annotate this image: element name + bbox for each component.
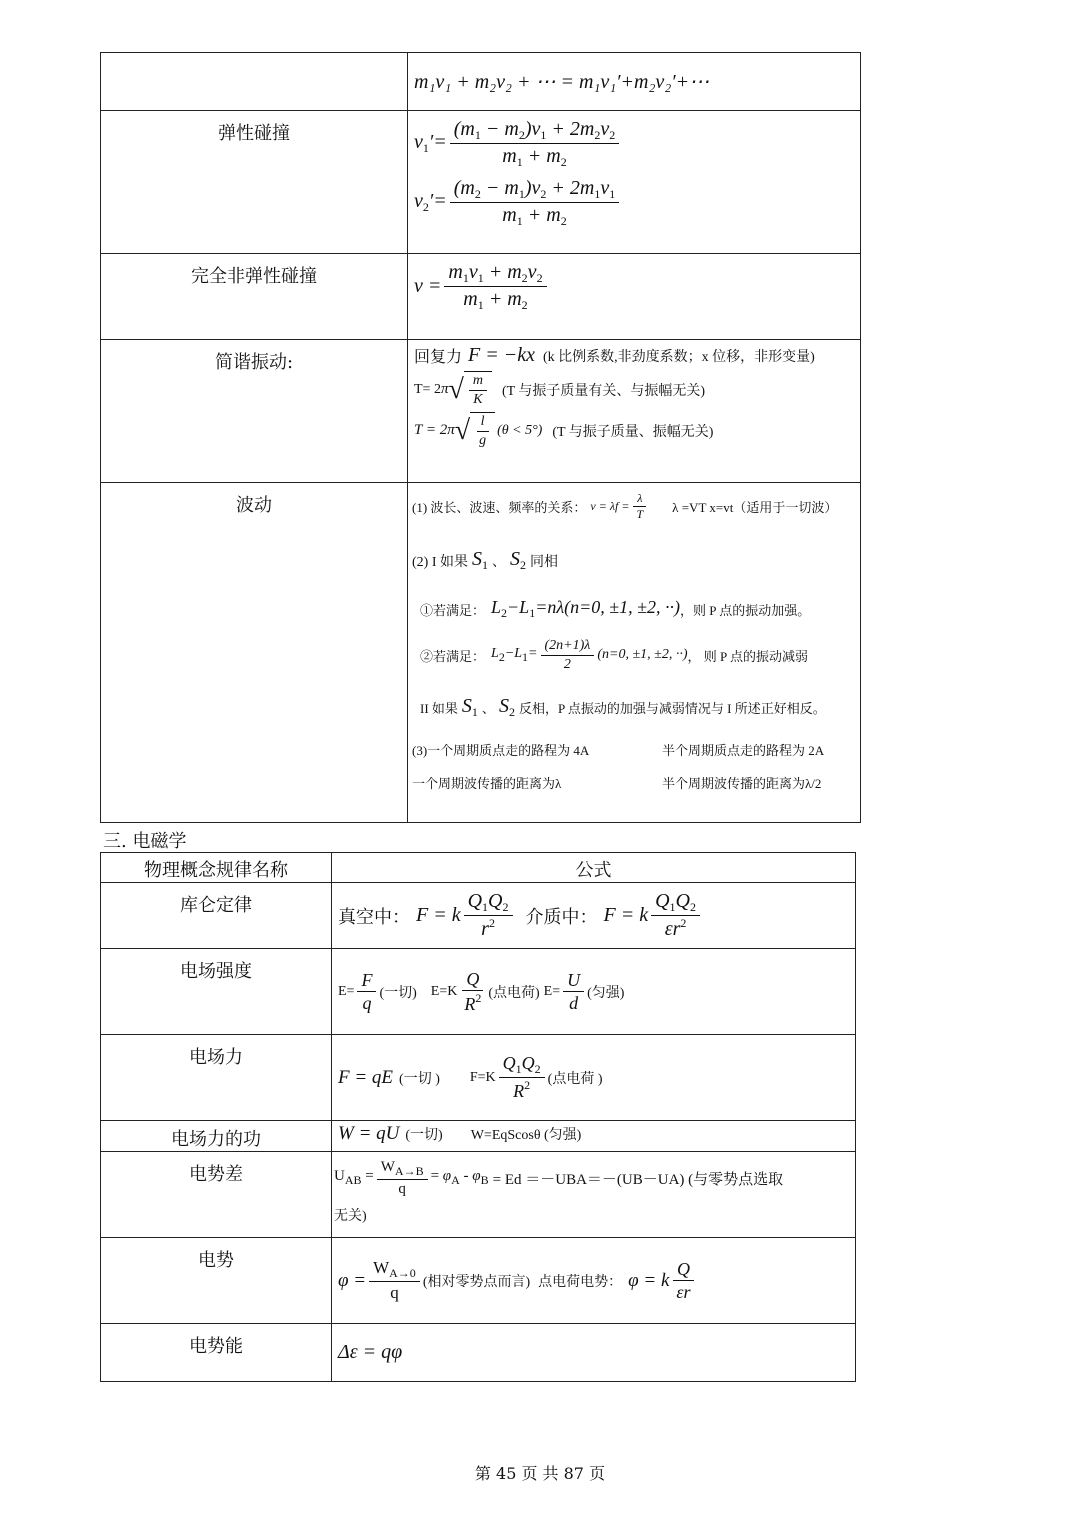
table-row (101, 483, 861, 823)
field-strength-label: 电场强度 (101, 949, 332, 1035)
potential-label: 电势 (101, 1238, 332, 1324)
table-row (101, 1121, 856, 1152)
potential-difference-label: 电势差 (101, 1152, 332, 1238)
field-strength-formula: E= $\frac{F}{q}$ (一切) E=K $\frac{Q}{R^2}$ (点电荷) E= $\frac{U}{d}$ (匀强) (332, 949, 856, 1035)
shm-formulas (408, 340, 861, 483)
inelastic-collision-formula: v = $\frac{m_1v_1 + m_2v_2}{m_1 + m_2}$ (408, 254, 861, 340)
inelastic-collision-label: 完全非弹性碰撞 (101, 254, 408, 340)
table-row (101, 340, 861, 483)
page-footer: 第 45 页 共 87 页 (474, 1464, 606, 1483)
wave-item-3: (3)一个周期质点走的路程为 4A 半个周期质点走的路程为 2A (412, 743, 825, 758)
potential-difference-wrap: 无关) (334, 1208, 367, 1224)
field-work-formula: W = qU (一切) W=EqScosθ (匀强) (332, 1121, 856, 1152)
wave-item-4: 一个周期波传播的距离为λ 半个周期波传播的距离为λ/2 (412, 776, 822, 791)
potential-formula: φ = $\frac{W_{A\to 0}}{q}$ (相对零势点而言) 点电荷电势： φ = k $\frac{Q}{\varepsilon r}$ (332, 1238, 856, 1324)
table-row (101, 1238, 856, 1324)
electromagnetism-table (100, 852, 856, 1382)
table-row (101, 883, 856, 949)
row-label-cell (101, 53, 408, 111)
table-row (101, 1152, 856, 1238)
table-row (101, 53, 861, 111)
elastic-collision-label: 弹性碰撞 (101, 111, 408, 254)
table-header-row (101, 853, 856, 883)
wave-item-2: (2) I 如果 $S_1$ 、 $S_2$ 同相 (412, 548, 558, 572)
v1-prime-formula: $v_1'=$ $\frac{(m_1 - m_2)v_1 + 2m_2v_2}{m_1 + m_2}$ (414, 117, 854, 170)
v2-prime-formula: $v_2'=$ $\frac{(m_2 - m_1)v_2 + 2m_1v_1}{m_1 + m_2}$ (414, 176, 854, 229)
table-row (101, 111, 861, 254)
wave-formulas (408, 483, 861, 823)
wave-antiphase-line: II 如果 $S_1$ 、 $S_2$ 反相，P 点振动的加强与减弱情况与 I 所述正好相反。 (420, 695, 826, 719)
wave-condition-1: ①若满足： $L_2-L_1=n\lambda(n=0$, ±1, ±2, ··) ，则 P 点的振动加强。 (420, 597, 811, 620)
potential-energy-label: 电势能 (101, 1324, 332, 1382)
field-force-label: 电场力 (101, 1035, 332, 1121)
pendulum-period-line: T = 2π √ $\frac{l}{g}$ (θ < 5°) (T 与振子质量、振幅无关) (414, 414, 714, 448)
elastic-collision-formulas (408, 111, 861, 254)
wave-condition-2: ②若满足： L2−L1= $\frac{(2n+1)\lambda}{2}$ (n=0, ±1, ±2, ··) ， 则 P 点的振动减弱 (420, 638, 808, 672)
table-row (101, 1035, 856, 1121)
header-name-cell: 物理概念规律名称 (101, 853, 332, 883)
wave-label: 波动 (101, 483, 408, 823)
spring-period-line: T= 2 π √ $\frac{m}{K}$ (T 与振子质量有关、与振幅无关) (414, 373, 706, 407)
field-work-label: 电场力的功 (101, 1121, 332, 1152)
header-formula-cell: 公式 (332, 853, 856, 883)
table-row (101, 949, 856, 1035)
coulomb-formula: 真空中： F = k $\frac{Q_1Q_2}{r^2}$ 介质中： F = k $\frac{Q_1Q_2}{\varepsilon r^2}$ (332, 883, 856, 949)
potential-difference-formula: $U_{AB}$ = $\frac{W_{A\to B}}{q}$ = $\varphi_A - \varphi_B$ = Ed ＝－UBA＝－(UB－UA) (与零势点选取 无关) (332, 1152, 856, 1238)
shm-label: 简谐振动: (101, 340, 408, 483)
coulomb-label: 库仑定律 (101, 883, 332, 949)
potential-energy-formula: Δε = qφ (332, 1324, 856, 1382)
restoring-force-line: 回复力 F = −kx (k 比例系数,非劲度系数；x 位移，非形变量) (414, 344, 815, 366)
table-row (101, 254, 861, 340)
momentum-conservation-formula: m₁v₁ + m₂v₂ + ⋯ = m₁v₁′+m₂v₂′+⋯ (408, 53, 861, 111)
table-row (101, 1324, 856, 1382)
wave-item-1: (1) 波长、波速、频率的关系： v = λf = $\frac{\lambda}{T}$ λ =VT x=vt（适用于一切波） (412, 491, 838, 521)
field-force-formula: F = qE (一切 ) F=K $\frac{Q_1Q_2}{R^2}$ (点电荷 ) (332, 1035, 856, 1121)
section-title: 三. 电磁学 (103, 831, 187, 852)
mechanics-table (100, 52, 861, 823)
